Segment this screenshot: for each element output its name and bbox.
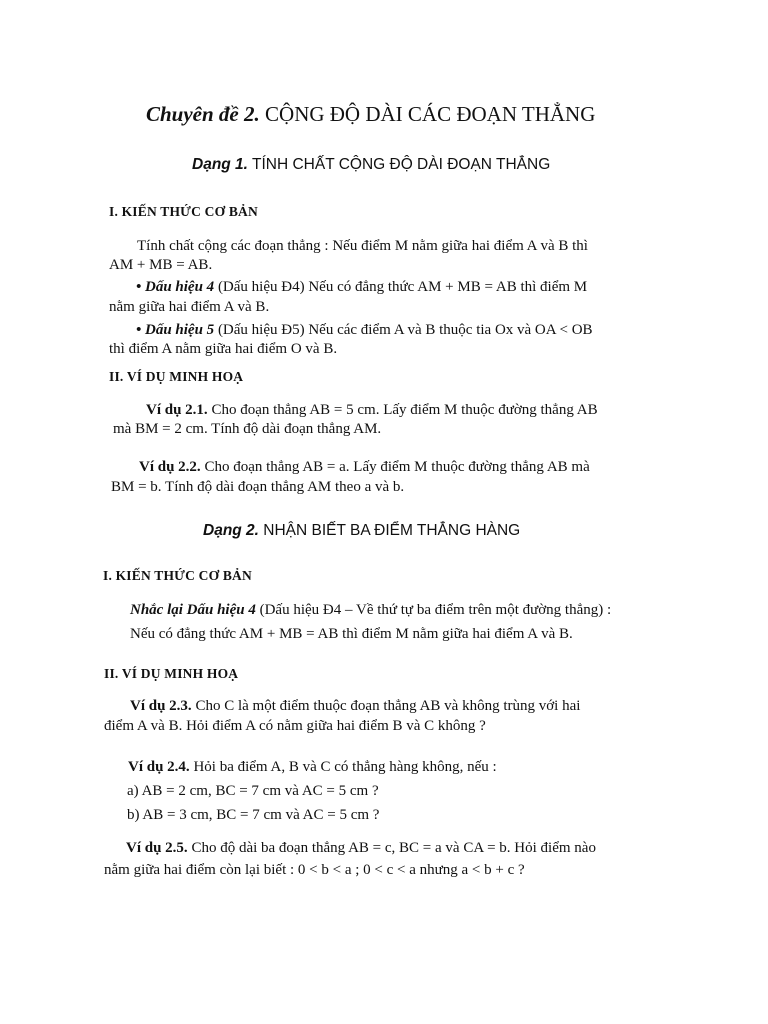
bullet-dau-hieu-5 — [136, 320, 593, 340]
bullet-5-lead: • Dấu hiệu 5 — [136, 322, 215, 338]
example-2-3-text: Cho C là một điểm thuộc đoạn thẳng AB và không trùng với hai — [191, 698, 581, 714]
chapter-title-lead: Chuyên đề 2. — [146, 102, 260, 126]
property-line-2: AM + MB = AB. — [109, 257, 213, 273]
chapter-title-main: CỘNG ĐỘ DÀI CÁC ĐOẠN THẲNG — [259, 102, 596, 126]
dang-1-heading — [192, 156, 550, 174]
bullet-5-text: (Dấu hiệu Đ5) Nếu các điểm A và B thuộc tia Ox và OA < OB — [214, 322, 593, 338]
section-2-heading: II. VÍ DỤ MINH HOẠ — [109, 369, 244, 384]
section-3-heading: I. KIẾN THỨC CƠ BẢN — [103, 568, 252, 583]
property-line-1: Tính chất cộng các đoạn thẳng : Nếu điểm M nằm giữa hai điểm A và B thì — [137, 238, 588, 254]
example-2-1-line-2: mà BM = 2 cm. Tính độ dài đoạn thẳng AM. — [113, 421, 382, 437]
example-2-1-text: Cho đoạn thẳng AB = 5 cm. Lấy điểm M thuộc đường thẳng AB — [207, 402, 598, 418]
example-2-4-text: Hỏi ba điểm A, B và C có thẳng hàng không, nếu : — [189, 759, 497, 775]
dang-1-title: TÍNH CHẤT CỘNG ĐỘ DÀI ĐOẠN THẲNG — [247, 156, 551, 173]
example-2-4-case-a: a) AB = 2 cm, BC = 7 cm và AC = 5 cm ? — [127, 783, 379, 799]
example-2-1 — [146, 400, 598, 420]
example-2-4-case-b: b) AB = 3 cm, BC = 7 cm và AC = 5 cm ? — [127, 807, 380, 823]
example-2-2 — [139, 457, 590, 477]
example-2-2-lead: Ví dụ 2.2. — [139, 459, 201, 475]
recall-dau-hieu-4 — [130, 600, 611, 620]
example-2-1-lead: Ví dụ 2.1. — [146, 402, 208, 418]
chapter-title — [146, 102, 595, 127]
example-2-5-lead: Ví dụ 2.5. — [126, 840, 188, 856]
example-2-3-line-2: điểm A và B. Hỏi điểm A có nằm giữa hai điểm B và C không ? — [104, 718, 486, 734]
dang-2-heading — [203, 522, 520, 540]
example-2-4-lead: Ví dụ 2.4. — [128, 759, 190, 775]
bullet-5-line-2: thì điểm A nằm giữa hai điểm O và B. — [109, 341, 338, 357]
bullet-4-line-2: nằm giữa hai điểm A và B. — [109, 299, 270, 315]
example-2-5-text: Cho độ dài ba đoạn thẳng AB = c, BC = a và CA = b. Hỏi điểm nào — [187, 840, 596, 856]
bullet-dau-hieu-4 — [136, 277, 587, 297]
example-2-4 — [128, 757, 497, 777]
dang-1-lead: Dạng 1. — [192, 156, 248, 173]
bullet-4-lead: • Dấu hiệu 4 — [136, 279, 215, 295]
example-2-2-line-2: BM = b. Tính độ dài đoạn thẳng AM theo a và b. — [111, 479, 405, 495]
section-1-heading: I. KIẾN THỨC CƠ BẢN — [109, 204, 258, 219]
example-2-2-text: Cho đoạn thẳng AB = a. Lấy điểm M thuộc đường thẳng AB mà — [200, 459, 590, 475]
recall-text: (Dấu hiệu Đ4 – Về thứ tự ba điểm trên một đường thẳng) : — [255, 602, 612, 618]
recall-lead: Nhắc lại Dấu hiệu 4 — [130, 602, 256, 618]
example-2-3-lead: Ví dụ 2.3. — [130, 698, 192, 714]
example-2-5 — [126, 838, 596, 858]
bullet-4-text: (Dấu hiệu Đ4) Nếu có đẳng thức AM + MB = AB thì điểm M — [214, 279, 588, 295]
example-2-3 — [130, 696, 580, 716]
section-4-heading: II. VÍ DỤ MINH HOẠ — [104, 666, 239, 681]
example-2-5-line-2: nằm giữa hai điểm còn lại biết : 0 < b < a ; 0 < c < a nhưng a < b + c ? — [104, 862, 525, 878]
dang-2-title: NHẬN BIẾT BA ĐIỂM THẲNG HÀNG — [258, 522, 521, 539]
dang-2-lead: Dạng 2. — [203, 522, 259, 539]
recall-line-2: Nếu có đẳng thức AM + MB = AB thì điểm M nằm giữa hai điểm A và B. — [130, 626, 573, 642]
